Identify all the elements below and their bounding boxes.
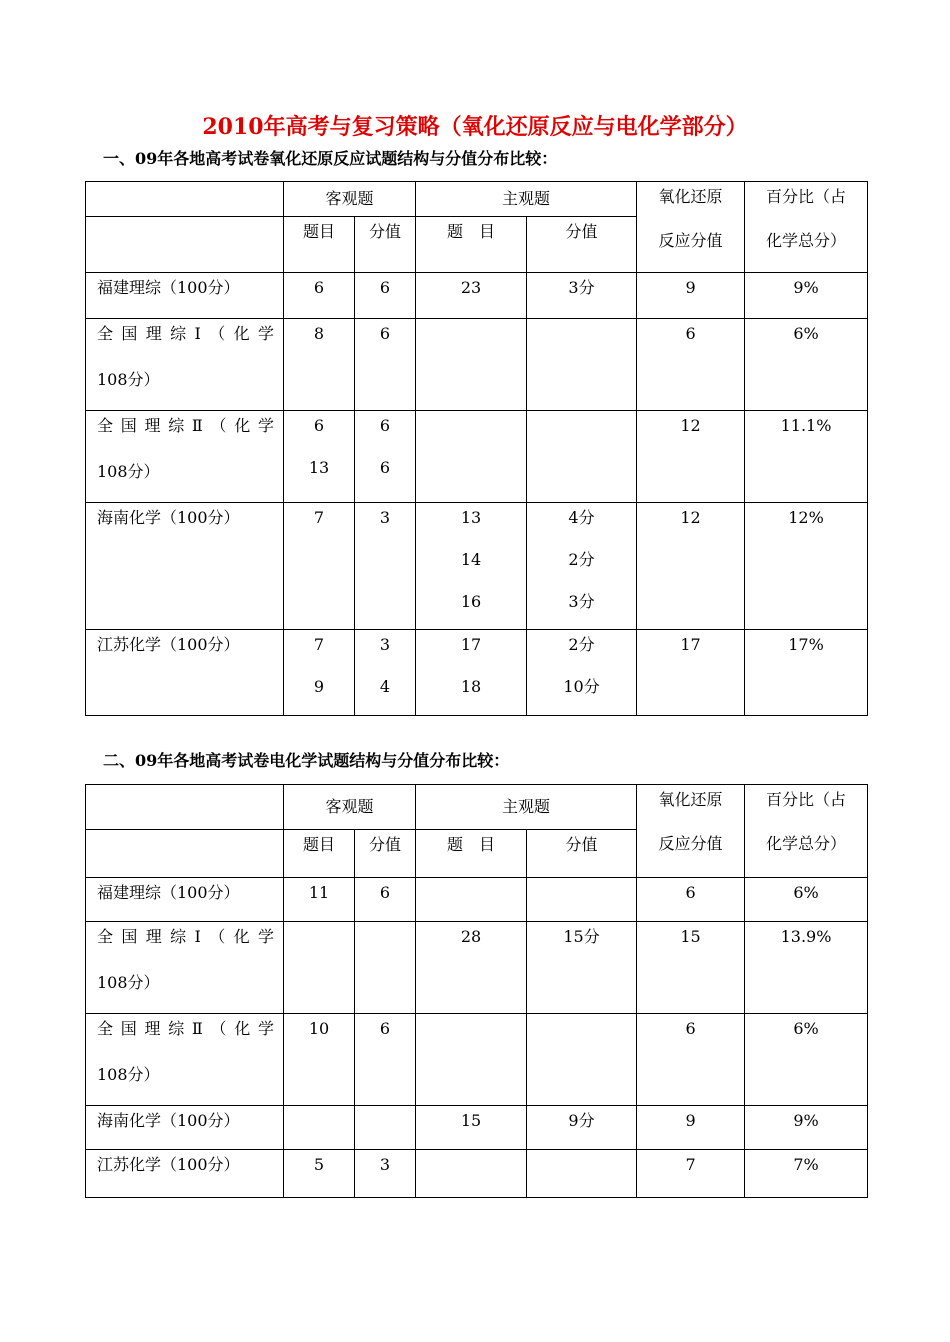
row-name: 海南化学（100分） xyxy=(97,508,240,527)
sub-s-cell xyxy=(527,319,637,411)
percent-value: 6% xyxy=(793,324,819,343)
table-row xyxy=(86,1106,868,1150)
cell-value: 28 xyxy=(460,927,482,946)
question-header-cell xyxy=(416,217,527,273)
percent-value: 17% xyxy=(788,635,824,654)
row-name-cell xyxy=(86,1150,284,1198)
cell-value: 13 xyxy=(308,458,330,477)
header-redox-label: 反应分值 xyxy=(658,834,723,853)
percent-cell xyxy=(745,1014,868,1106)
question-header-cell xyxy=(284,217,355,273)
redox-score-cell xyxy=(637,1150,745,1198)
row-name: 全国理综Ⅱ（化学 xyxy=(97,416,274,435)
table-header-row xyxy=(86,182,868,217)
header-subjective-cell xyxy=(416,785,637,830)
page-title: 2010年高考与复习策略（氧化还原反应与电化学部分） xyxy=(202,114,748,140)
cell-value: 15分 xyxy=(563,927,600,946)
score-header-cell xyxy=(527,217,637,273)
question-header-cell xyxy=(416,830,527,878)
sub-q-cell xyxy=(416,411,527,503)
question-header: 题 目 xyxy=(447,835,496,854)
percent-cell xyxy=(745,411,868,503)
redox-score-cell xyxy=(637,411,745,503)
cell-value: 13 xyxy=(460,508,482,527)
redox-score-value: 7 xyxy=(685,1155,696,1174)
sub-q-cell xyxy=(416,503,527,630)
redox-score-value: 6 xyxy=(685,324,696,343)
header-blank-cell xyxy=(86,830,284,878)
table-row xyxy=(86,922,868,1014)
cell-value: 9 xyxy=(313,677,325,696)
redox-score-value: 9 xyxy=(685,278,696,297)
row-name-cell xyxy=(86,273,284,319)
obj-s-cell xyxy=(355,878,416,922)
sub-s-cell xyxy=(527,630,637,716)
sub-s-cell xyxy=(527,878,637,922)
table-row xyxy=(86,503,868,630)
sub-q-cell xyxy=(416,1014,527,1106)
obj-s-cell xyxy=(355,1106,416,1150)
percent-cell xyxy=(745,503,868,630)
header-subjective-label: 主观题 xyxy=(502,189,551,208)
table-row xyxy=(86,630,868,716)
percent-cell xyxy=(745,922,868,1014)
row-name-continued: 108分） xyxy=(97,462,160,481)
cell-value: 10分 xyxy=(563,677,600,696)
redox-score-cell xyxy=(637,319,745,411)
header-redox-cell xyxy=(637,785,745,878)
percent-cell xyxy=(745,319,868,411)
cell-value: 11 xyxy=(308,883,330,902)
redox-score-cell xyxy=(637,273,745,319)
sub-s-cell xyxy=(527,273,637,319)
redox-score-value: 6 xyxy=(685,883,696,902)
redox-score-value: 15 xyxy=(680,927,701,946)
sub-s-cell xyxy=(527,503,637,630)
percent-value: 11.1% xyxy=(780,416,832,435)
sub-q-cell xyxy=(416,273,527,319)
header-blank-cell xyxy=(86,182,284,217)
percent-value: 9% xyxy=(793,278,819,297)
cell-value: 18 xyxy=(460,677,482,696)
percent-value: 6% xyxy=(793,883,819,902)
row-name: 海南化学（100分） xyxy=(97,1111,240,1130)
question-header: 题目 xyxy=(302,222,335,241)
cell-value: 4分 xyxy=(568,508,595,527)
redox-score-cell xyxy=(637,922,745,1014)
header-objective-label: 客观题 xyxy=(325,797,374,816)
header-blank-cell xyxy=(86,785,284,830)
table-row xyxy=(86,1150,868,1198)
sub-s-cell xyxy=(527,1106,637,1150)
cell-value: 3 xyxy=(379,635,391,654)
score-header-cell xyxy=(355,217,416,273)
obj-s-cell xyxy=(355,411,416,503)
obj-s-cell xyxy=(355,1014,416,1106)
percent-cell xyxy=(745,1150,868,1198)
row-name-continued: 108分） xyxy=(97,370,160,389)
obj-s-cell xyxy=(355,503,416,630)
sub-s-cell xyxy=(527,411,637,503)
row-name-continued: 108分） xyxy=(97,1065,160,1084)
header-redox-label: 氧化还原 xyxy=(658,790,723,809)
row-name-cell xyxy=(86,411,284,503)
sub-s-cell xyxy=(527,1150,637,1198)
cell-value: 3分 xyxy=(568,592,595,611)
sub-s-cell xyxy=(527,922,637,1014)
obj-q-cell xyxy=(284,878,355,922)
cell-value: 6 xyxy=(313,278,325,297)
obj-q-cell xyxy=(284,1106,355,1150)
cell-value: 9分 xyxy=(568,1111,595,1130)
table-header-row xyxy=(86,785,868,830)
header-redox-label: 氧化还原 xyxy=(658,187,723,206)
section-heading-redox: 一、09年各地高考试卷氧化还原反应试题结构与分值分布比较： xyxy=(103,149,558,168)
obj-s-cell xyxy=(355,319,416,411)
obj-q-cell xyxy=(284,319,355,411)
cell-value: 23 xyxy=(460,278,482,297)
cell-value: 7 xyxy=(313,508,325,527)
percent-value: 6% xyxy=(793,1019,819,1038)
score-header: 分值 xyxy=(369,222,402,241)
header-objective-cell xyxy=(284,182,416,217)
question-header: 题目 xyxy=(302,835,335,854)
cell-value: 6 xyxy=(379,416,391,435)
redox-score-value: 12 xyxy=(680,508,701,527)
score-header: 分值 xyxy=(565,222,598,241)
sub-q-cell xyxy=(416,878,527,922)
header-percent-label: 化学总分） xyxy=(766,834,847,853)
question-header-cell xyxy=(284,830,355,878)
sub-q-cell xyxy=(416,630,527,716)
percent-cell xyxy=(745,630,868,716)
redox-score-value: 6 xyxy=(685,1019,696,1038)
table-row xyxy=(86,319,868,411)
table-row xyxy=(86,273,868,319)
cell-value: 8 xyxy=(313,324,325,343)
obj-s-cell xyxy=(355,273,416,319)
row-name-cell xyxy=(86,319,284,411)
redox-score-cell xyxy=(637,630,745,716)
table-row xyxy=(86,878,868,922)
score-header: 分值 xyxy=(369,835,402,854)
sub-q-cell xyxy=(416,1150,527,1198)
header-redox-cell xyxy=(637,182,745,273)
row-name: 全国理综Ⅱ（化学 xyxy=(97,1019,274,1038)
row-name: 福建理综（100分） xyxy=(97,278,240,297)
row-name: 全国理综Ⅰ（化学 xyxy=(97,324,274,343)
sub-q-cell xyxy=(416,922,527,1014)
row-name-cell xyxy=(86,1106,284,1150)
cell-value: 14 xyxy=(460,550,482,569)
sub-q-cell xyxy=(416,1106,527,1150)
electrochem-score-table xyxy=(85,784,868,1198)
header-redox-label: 反应分值 xyxy=(658,231,723,250)
header-percent-cell xyxy=(745,785,868,878)
row-name: 福建理综（100分） xyxy=(97,883,240,902)
score-header: 分值 xyxy=(565,835,598,854)
header-objective-cell xyxy=(284,785,416,830)
cell-value: 6 xyxy=(379,458,391,477)
percent-cell xyxy=(745,1106,868,1150)
question-header: 题 目 xyxy=(447,222,496,241)
percent-cell xyxy=(745,878,868,922)
cell-value: 2分 xyxy=(568,550,595,569)
redox-score-table xyxy=(85,181,868,716)
sub-q-cell xyxy=(416,319,527,411)
percent-value: 9% xyxy=(793,1111,819,1130)
obj-q-cell xyxy=(284,630,355,716)
obj-s-cell xyxy=(355,922,416,1014)
cell-value: 10 xyxy=(308,1019,330,1038)
percent-value: 7% xyxy=(793,1155,819,1174)
section-heading-electrochem: 二、09年各地高考试卷电化学试题结构与分值分布比较： xyxy=(103,751,510,770)
percent-value: 12% xyxy=(788,508,824,527)
obj-q-cell xyxy=(284,503,355,630)
redox-score-cell xyxy=(637,1106,745,1150)
row-name-cell xyxy=(86,630,284,716)
row-name-cell xyxy=(86,503,284,630)
obj-q-cell xyxy=(284,1014,355,1106)
header-percent-label: 化学总分） xyxy=(766,231,847,250)
obj-s-cell xyxy=(355,630,416,716)
table-row xyxy=(86,411,868,503)
cell-value: 6 xyxy=(379,278,391,297)
row-name: 江苏化学（100分） xyxy=(97,1155,240,1174)
redox-score-cell xyxy=(637,503,745,630)
cell-value: 3分 xyxy=(568,278,595,297)
redox-score-value: 17 xyxy=(680,635,701,654)
obj-q-cell xyxy=(284,273,355,319)
redox-score-value: 12 xyxy=(680,416,701,435)
cell-value: 17 xyxy=(460,635,482,654)
row-name-cell xyxy=(86,878,284,922)
cell-value: 6 xyxy=(379,1019,391,1038)
obj-s-cell xyxy=(355,1150,416,1198)
cell-value: 16 xyxy=(460,592,482,611)
header-subjective-label: 主观题 xyxy=(502,797,551,816)
cell-value: 15 xyxy=(460,1111,482,1130)
row-name-cell xyxy=(86,1014,284,1106)
table-row xyxy=(86,1014,868,1106)
cell-value: 5 xyxy=(313,1155,325,1174)
obj-q-cell xyxy=(284,411,355,503)
score-header-cell xyxy=(527,830,637,878)
row-name-cell xyxy=(86,922,284,1014)
percent-cell xyxy=(745,273,868,319)
cell-value: 6 xyxy=(313,416,325,435)
header-subjective-cell xyxy=(416,182,637,217)
cell-value: 4 xyxy=(379,677,391,696)
header-percent-label: 百分比（占 xyxy=(766,790,847,809)
redox-score-value: 9 xyxy=(685,1111,696,1130)
cell-value: 7 xyxy=(313,635,325,654)
header-percent-cell xyxy=(745,182,868,273)
header-blank-cell xyxy=(86,217,284,273)
obj-q-cell xyxy=(284,922,355,1014)
cell-value: 3 xyxy=(379,1155,391,1174)
obj-q-cell xyxy=(284,1150,355,1198)
sub-s-cell xyxy=(527,1014,637,1106)
redox-score-cell xyxy=(637,878,745,922)
header-objective-label: 客观题 xyxy=(325,189,374,208)
cell-value: 6 xyxy=(379,324,391,343)
row-name: 江苏化学（100分） xyxy=(97,635,240,654)
row-name-continued: 108分） xyxy=(97,973,160,992)
header-percent-label: 百分比（占 xyxy=(766,187,847,206)
percent-value: 13.9% xyxy=(780,927,832,946)
row-name: 全国理综Ⅰ（化学 xyxy=(97,927,274,946)
redox-score-cell xyxy=(637,1014,745,1106)
cell-value: 3 xyxy=(379,508,391,527)
cell-value: 2分 xyxy=(568,635,595,654)
cell-value: 6 xyxy=(379,883,391,902)
score-header-cell xyxy=(355,830,416,878)
